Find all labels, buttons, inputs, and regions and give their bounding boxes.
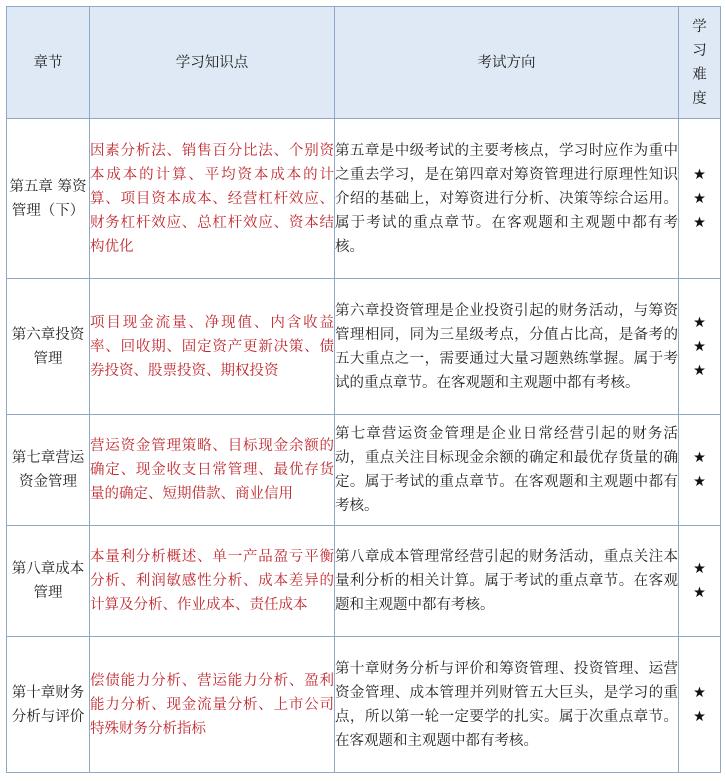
chapter-cell: 第六章投资管理 <box>7 279 90 415</box>
header-difficulty <box>679 7 721 119</box>
header-direction: 考试方向 <box>335 7 679 119</box>
star-icon: ★ <box>693 450 706 466</box>
table-row <box>7 415 721 526</box>
direction-cell: 第七章营运资金管理是企业日常经营引起的财务活动，重点关注目标现金余额的确定和最优存货量的确定。属于考试的重点章节。在客观题和主观题中都有考核。 <box>335 415 679 526</box>
star-icon: ★ <box>693 190 706 207</box>
star-icon: ★ <box>693 684 706 701</box>
knowledge-cell: 项目现金流量、净现值、内含收益率、回收期、固定资产更新决策、债券投资、股票投资、期权投资 <box>90 279 335 415</box>
direction-cell: 第六章投资管理是企业投资引起的财务活动，与筹资管理相同，同为三星级考点，分值占比高，是备考的五大重点之一，需要通过大量习题熟练掌握。属于考试的重点章节。在客观题和主观题中都有考核。 <box>335 279 679 415</box>
knowledge-cell: 本量利分析概述、单一产品盈亏平衡分析、利润敏感性分析、成本差异的计算及分析、作业成本、责任成本 <box>90 526 335 637</box>
difficulty-cell <box>679 526 721 637</box>
star-icon: ★ <box>693 338 706 355</box>
knowledge-cell: 因素分析法、销售百分比法、个别资本成本的计算、平均资本成本的计算、项目资本成本、经营杠杆效应、财务杠杆效应、总杠杆效应、资本结构优化 <box>90 119 335 279</box>
chapter-cell: 第八章成本管理 <box>7 526 90 637</box>
difficulty-cell <box>679 637 721 773</box>
star-icon: ★ <box>693 314 706 331</box>
direction-cell: 第十章财务分析与评价和筹资管理、投资管理、运营资金管理、成本管理并列财管五大巨头，是学习的重点，所以第一轮一定要学的扎实。属于次重点章节。在客观题和主观题中都有考核。 <box>335 637 679 773</box>
difficulty-cell <box>679 119 721 279</box>
star-icon: ★ <box>693 561 706 577</box>
header-knowledge: 学习知识点 <box>90 7 335 119</box>
header-difficulty-char: 学 <box>692 18 707 35</box>
study-table <box>6 6 721 773</box>
chapter-cell: 第五章 筹资管理（下） <box>7 119 90 279</box>
table-row <box>7 279 721 415</box>
table-header-row <box>7 7 721 119</box>
header-difficulty-char: 度 <box>692 90 707 107</box>
star-icon: ★ <box>693 362 706 379</box>
star-icon: ★ <box>693 474 706 490</box>
star-rating <box>679 446 720 494</box>
knowledge-cell: 偿债能力分析、营运能力分析、盈利能力分析、现金流量分析、上市公司特殊财务分析指标 <box>90 637 335 773</box>
chapter-cell: 第十章财务分析与评价 <box>7 637 90 773</box>
knowledge-cell: 营运资金管理策略、目标现金余额的确定、现金收支日常管理、最优存货量的确定、短期借款、商业信用 <box>90 415 335 526</box>
star-icon: ★ <box>693 166 706 183</box>
difficulty-cell <box>679 415 721 526</box>
header-difficulty-char: 习 <box>692 42 707 59</box>
header-difficulty-label <box>679 15 720 111</box>
star-icon: ★ <box>693 708 706 725</box>
direction-cell: 第五章是中级考试的主要考核点，学习时应作为重中之重去学习，是在第四章对筹资管理进行原理性知识介绍的基础上，对筹资进行分析、决策等综合运用。属于考试的重点章节。在客观题和主观题中都有考核。 <box>335 119 679 279</box>
header-difficulty-char: 难 <box>692 66 707 83</box>
table-row <box>7 526 721 637</box>
table-row <box>7 637 721 773</box>
star-rating <box>679 681 720 729</box>
star-rating <box>679 163 720 235</box>
chapter-cell: 第七章营运资金管理 <box>7 415 90 526</box>
header-chapter: 章节 <box>7 7 90 119</box>
star-icon: ★ <box>693 214 706 231</box>
table-row <box>7 119 721 279</box>
star-rating <box>679 311 720 383</box>
difficulty-cell <box>679 279 721 415</box>
direction-cell: 第八章成本管理常经营引起的财务活动，重点关注本量利分析的相关计算。属于考试的重点章节。在客观题和主观题中都有考核。 <box>335 526 679 637</box>
star-rating <box>679 557 720 605</box>
star-icon: ★ <box>693 585 706 601</box>
